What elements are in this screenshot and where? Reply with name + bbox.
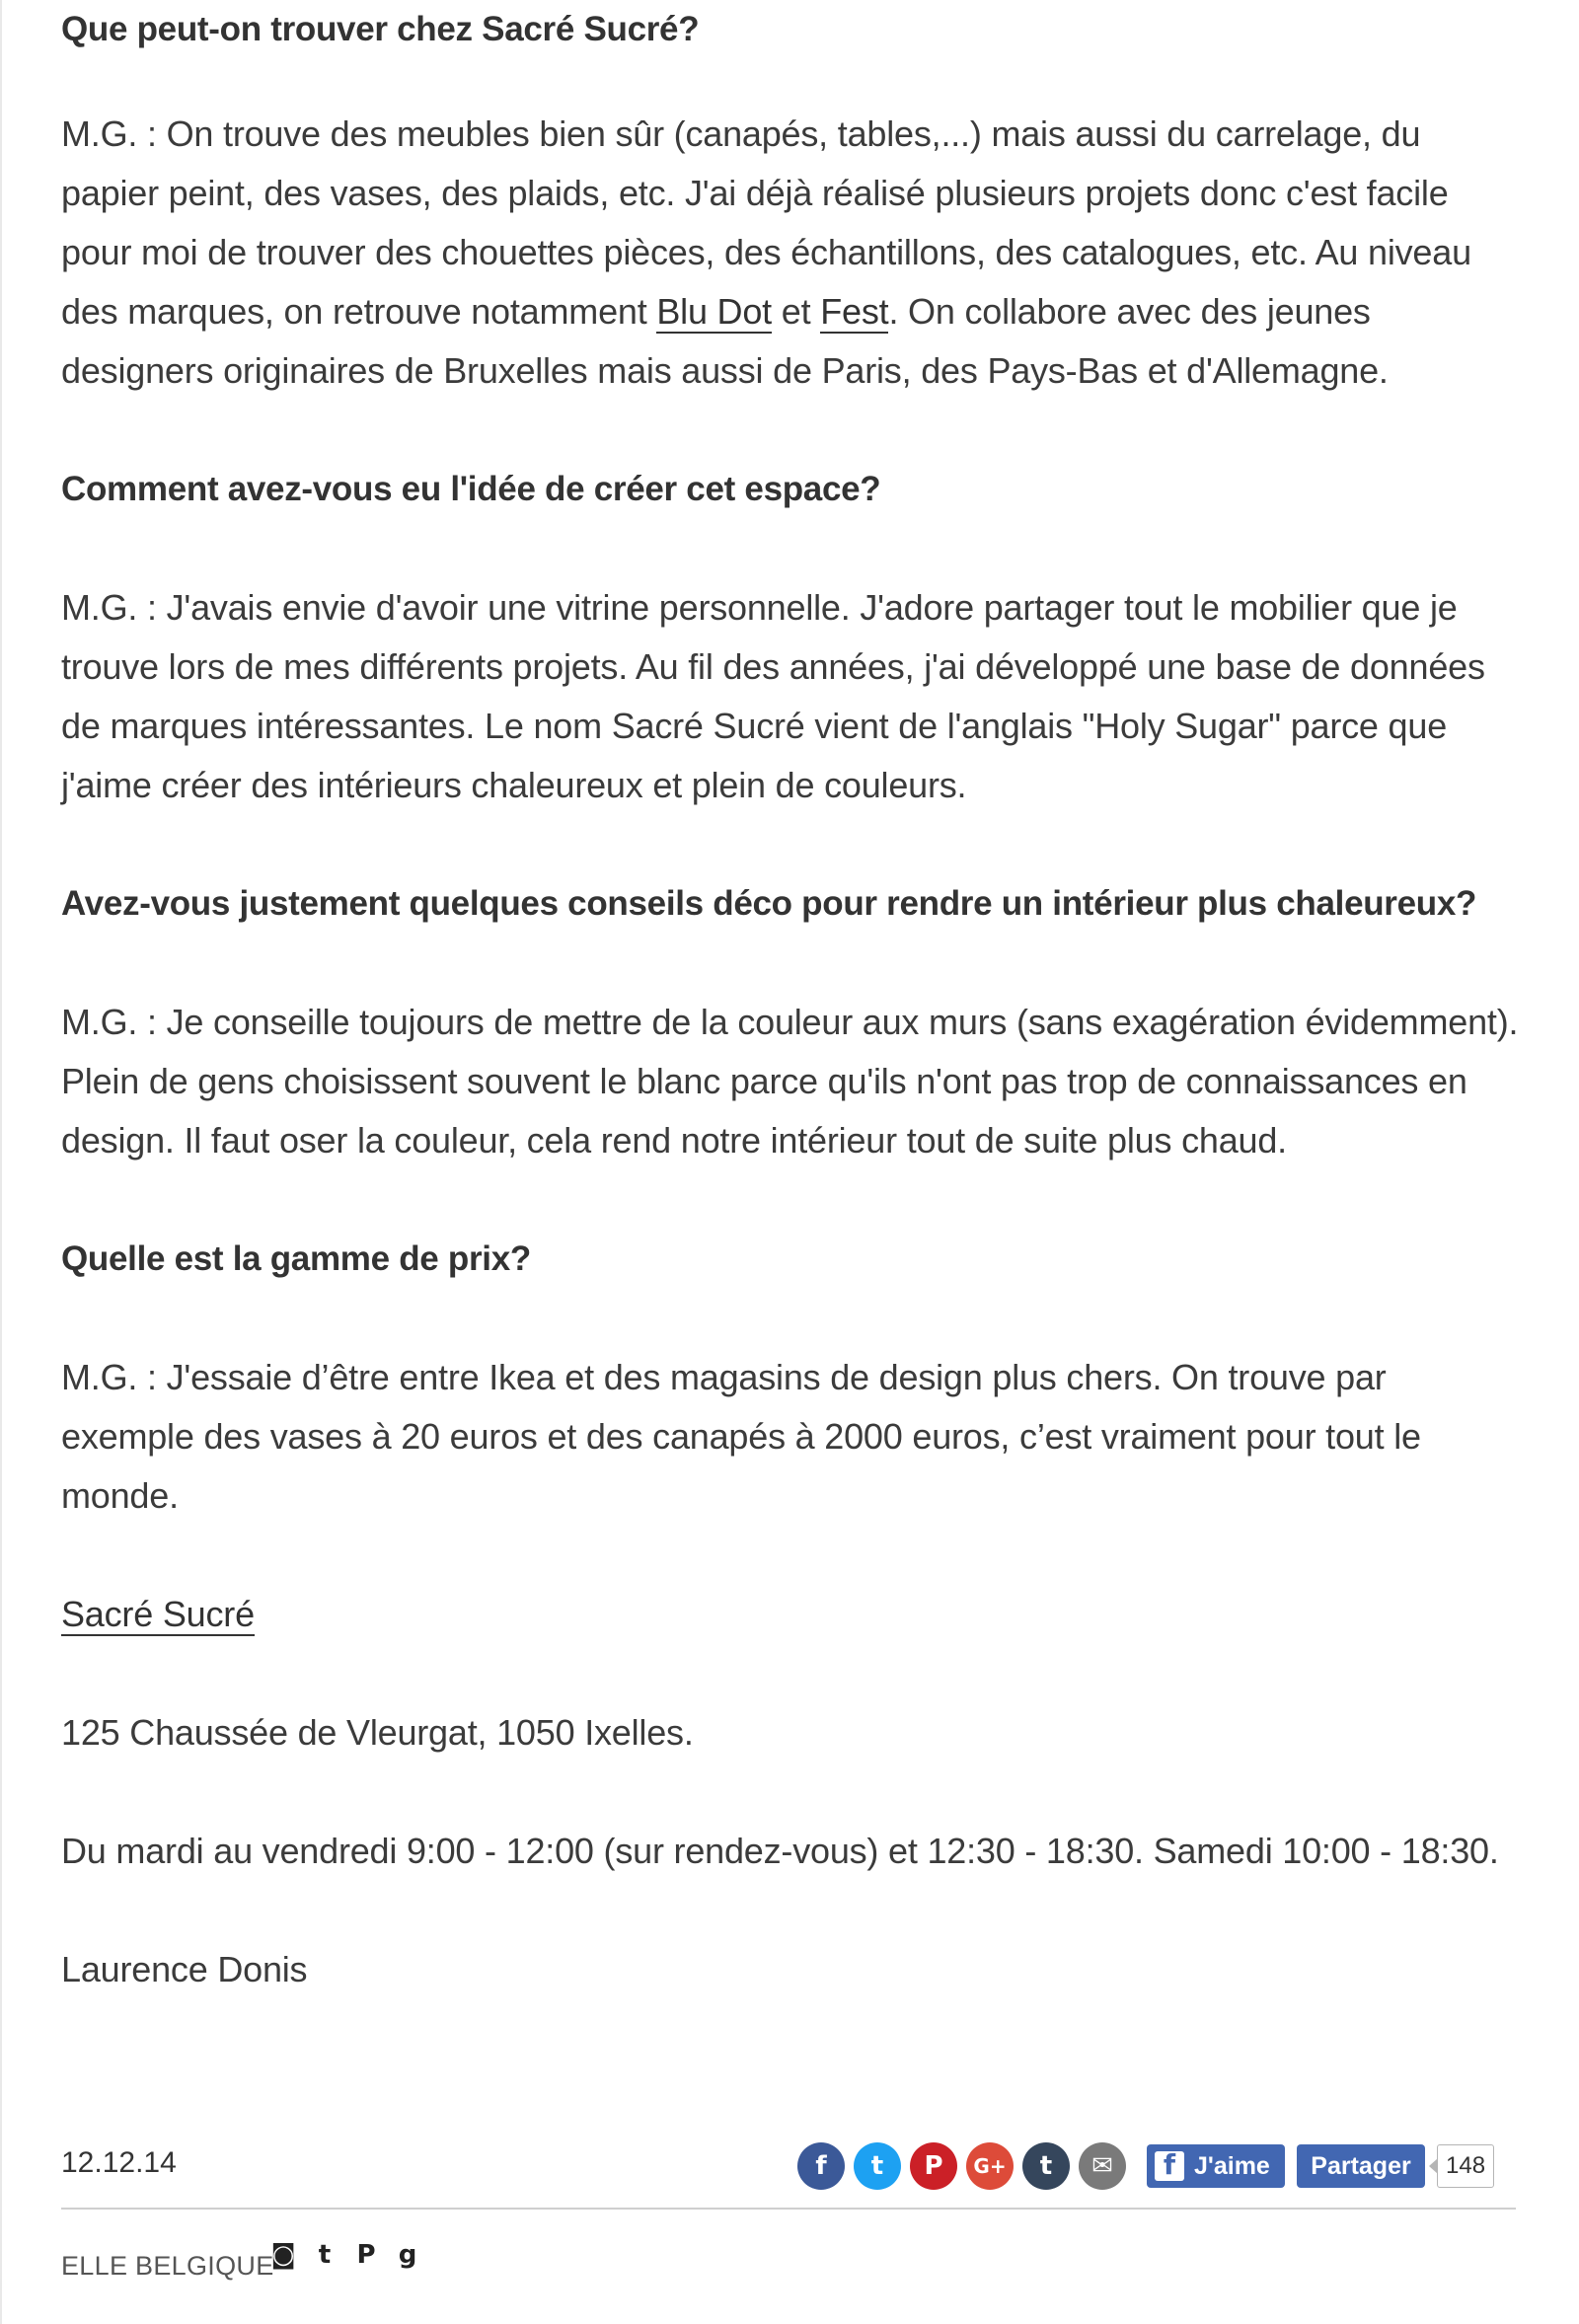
question-heading: Quelle est la gamme de prix? xyxy=(61,1239,531,1278)
address-text: 125 Chaussée de Vleurgat, 1050 Ixelles. xyxy=(61,1712,694,1753)
answer-text: M.G. : On trouve des meubles bien sûr (canapés, tables,...) mais aussi du carrelage, du papier peint, des vases, des plaids, etc. J'ai déjà réalisé plusieurs projets donc c'est facile pour moi de trouver des chouettes pièces, des échantillons, des catalogues, etc. Au niveau des marques, on retrouve notamment xyxy=(61,113,1471,332)
brand-social-links xyxy=(268,2240,422,2270)
pinterest-icon[interactable]: P xyxy=(910,2142,957,2190)
answer-text: . On collabore avec des jeunes designers originaires de Bruxelles mais aussi de Paris, des Pays-Bas et d'Allemagne. xyxy=(61,291,1389,391)
left-border xyxy=(0,0,2,2324)
brand-name: ELLE BELGIQUE xyxy=(61,2251,274,2281)
blu-dot-link[interactable]: Blu Dot xyxy=(656,291,772,332)
hours-text: Du mardi au vendredi 9:00 - 12:00 (sur rendez-vous) et 12:30 - 18:30. Samedi 10:00 - 18:30. xyxy=(61,1831,1499,1871)
answer-text: et xyxy=(771,291,821,332)
article-footer xyxy=(61,2127,1516,2206)
google-plus-icon[interactable]: G+ xyxy=(966,2142,1014,2190)
facebook-share-button[interactable]: Partager xyxy=(1297,2144,1425,2188)
answer-paragraph: M.G. : J'essaie d’être entre Ikea et des magasins de design plus chers. On trouve par exemple des vases à 20 euros et des canapés à 2000 euros, c’est vraiment pour tout le monde. xyxy=(61,1357,1421,1516)
fest-link[interactable]: Fest xyxy=(820,291,889,332)
google-plus-icon[interactable]: g xyxy=(398,2240,417,2270)
facebook-like-button[interactable] xyxy=(1147,2144,1285,2188)
divider xyxy=(61,2208,1516,2210)
share-icons xyxy=(797,2142,1126,2190)
pinterest-icon[interactable]: P xyxy=(356,2240,376,2270)
shop-paragraph xyxy=(61,1585,1522,1644)
tumblr-icon[interactable]: t xyxy=(1022,2142,1070,2190)
like-label: J'aime xyxy=(1194,2151,1270,2180)
instagram-icon[interactable]: ◙ xyxy=(270,2240,296,2270)
twitter-icon[interactable]: t xyxy=(854,2142,901,2190)
share-count: 148 xyxy=(1437,2144,1494,2188)
email-icon[interactable]: ✉ xyxy=(1079,2142,1126,2190)
answer-paragraph: M.G. : J'avais envie d'avoir une vitrine personnelle. J'adore partager tout le mobilier que je trouve lors de mes différents projets. Au fil des années, j'ai développé une base de données de marques intéressantes. Le nom Sacré Sucré vient de l'anglais "Holy Sugar" parce que j'aime créer des intérieurs chaleureux et plein de couleurs. xyxy=(61,587,1485,805)
twitter-icon[interactable]: t xyxy=(318,2240,332,2270)
publish-date: 12.12.14 xyxy=(61,2146,177,2179)
question-heading: Avez-vous justement quelques conseils déco pour rendre un intérieur plus chaleureux? xyxy=(61,884,1477,923)
sacre-sucre-link[interactable]: Sacré Sucré xyxy=(61,1594,255,1634)
question-heading: Que peut-on trouver chez Sacré Sucré? xyxy=(61,10,700,48)
facebook-icon[interactable]: f xyxy=(797,2142,845,2190)
question-heading: Comment avez-vous eu l'idée de créer cet espace? xyxy=(61,470,881,508)
author-name: Laurence Donis xyxy=(61,1949,308,1989)
facebook-icon: f xyxy=(1155,2151,1184,2181)
answer-paragraph xyxy=(61,105,1522,401)
answer-paragraph: M.G. : Je conseille toujours de mettre de la couleur aux murs (sans exagération évidemment). Plein de gens choisissent souvent le blanc parce qu'ils n'ont pas trop de connaissances en design. Il faut oser la couleur, cela rend notre intérieur tout de suite plus chaud. xyxy=(61,1002,1519,1161)
article-body xyxy=(61,0,1522,1999)
